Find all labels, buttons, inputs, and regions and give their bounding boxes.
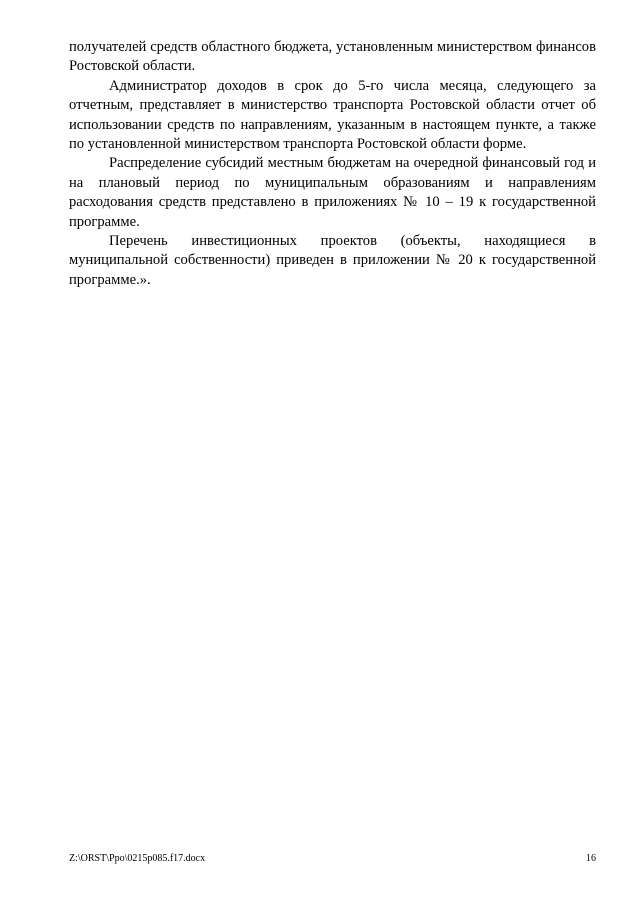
- page-number: 16: [586, 853, 596, 864]
- document-body: [69, 38, 596, 290]
- paragraph-continuation: получателей средств областного бюджета, установленным министерством финансов Ростовской области.: [69, 39, 596, 75]
- paragraph-report-deadline: Администратор доходов в срок до 5-го числа месяца, следующего за отчетным, представляет в министерство транспорта Ростовской области отчет об использовании средств по направлениям, указанным в настоящем пункте, а также по установленной министерством транспорта Ростовской области форме.: [69, 77, 596, 153]
- paragraph-investment-projects: Перечень инвестиционных проектов (объекты, находящиеся в муниципальной собственности) приведен в приложении № 20 к государственной программе.».: [69, 233, 596, 288]
- paragraph-subsidy-distribution: Распределение субсидий местным бюджетам на очередной финансовый год и на плановый период по муниципальным образованиям и направлениям расходования средств представлено в приложениях № 10 – 19 к государственной программе.: [69, 155, 596, 230]
- footer-file-path: Z:\ORST\Ppo\0215p085.f17.docx: [69, 853, 206, 864]
